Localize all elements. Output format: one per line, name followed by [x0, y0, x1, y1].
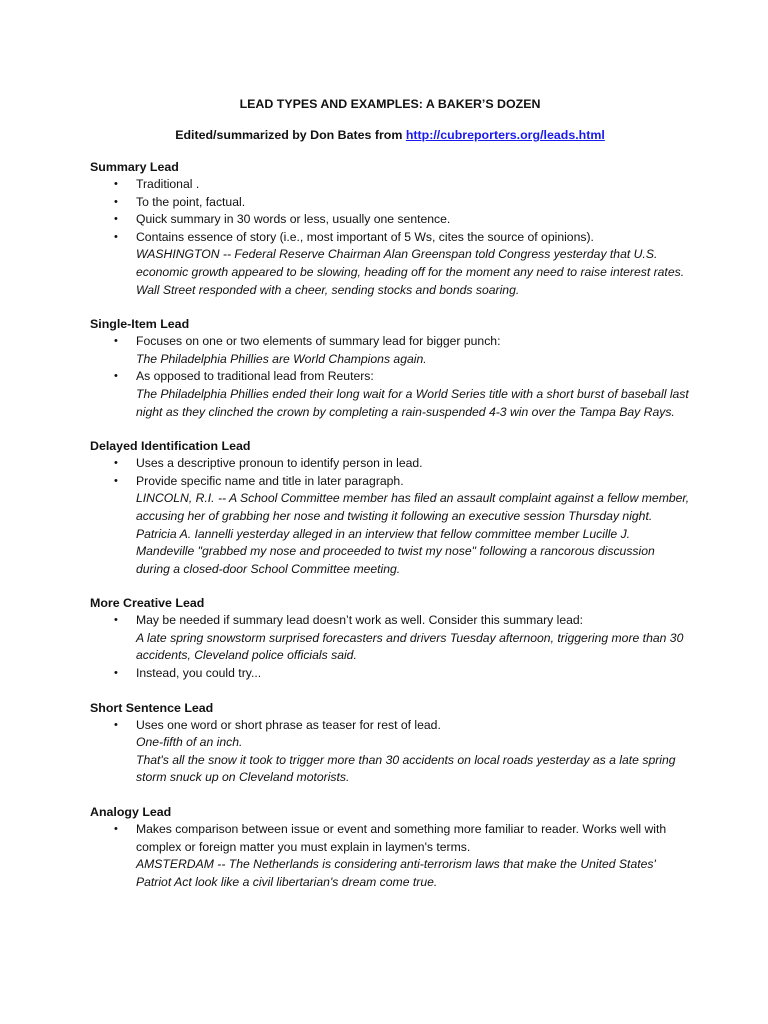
- bullet-list: [90, 455, 690, 578]
- list-item-text: Makes comparison between issue or event and something more familiar to reader. Works well with complex or foreign matter you must explain in laymen's terms.: [136, 822, 667, 854]
- list-item: [90, 211, 690, 229]
- section-heading: Single-Item Lead: [90, 317, 190, 332]
- example-text: The Philadelphia Phillies ended their long wait for a World Series title with a short burst of baseball last night as they clinched the crown by completing a rain-suspended 4-3 win over the Tampa Bay Rays.: [136, 386, 689, 419]
- example-text: Patricia A. Iannelli yesterday alleged in an interview that fellow committee member Lucille J. Mandeville "grabbed my nose and proceeded to twist my nose" following a rancorous discussion during a closed-door School Committee meeting.: [136, 526, 655, 576]
- list-item: [90, 333, 690, 368]
- section-heading: Summary Lead: [90, 160, 179, 174]
- list-item: [90, 821, 690, 891]
- bullet-icon: •: [114, 178, 118, 190]
- section-heading: Delayed Identification Lead: [90, 439, 251, 454]
- list-item: [90, 455, 690, 473]
- list-item-text: Traditional .: [136, 177, 200, 191]
- bullet-icon: •: [114, 457, 118, 470]
- list-item-text: Uses one word or short phrase as teaser for rest of lead.: [136, 717, 441, 732]
- list-item-text: To the point, factual.: [136, 194, 246, 209]
- list-item: [90, 194, 690, 212]
- list-item-text: Contains essence of story (i.e., most important of 5 Ws, cites the source of opinions).: [136, 229, 594, 244]
- list-item-text: Provide specific name and title in later paragraph.: [136, 473, 404, 488]
- bullet-icon: •: [114, 195, 118, 208]
- list-item: [90, 368, 690, 421]
- list-item-text: Quick summary in 30 words or less, usually one sentence.: [136, 212, 451, 227]
- bullet-list: [90, 333, 690, 421]
- example-text: LINCOLN, R.I. -- A School Committee member has filed an assault complaint against a fellow member, accusing her of grabbing her nose and twisting it following an executive session Thursday night.: [136, 491, 690, 523]
- example-text: WASHINGTON -- Federal Reserve Chairman Alan Greenspan told Congress yesterday that U.S. economic growth appeared to be slowing, heading off for the moment any need to raise interest rates. Wall Street responded with a cheer, sending stocks and bonds soaring.: [136, 247, 685, 297]
- list-item-text: Uses a descriptive pronoun to identify person in lead.: [136, 456, 423, 471]
- list-item: [90, 665, 690, 683]
- example-text: One-fifth of an inch.: [136, 735, 243, 750]
- bullet-list: [90, 821, 690, 891]
- section-heading: Short Sentence Lead: [90, 700, 214, 715]
- sections-container: [90, 158, 690, 891]
- bullet-icon: •: [114, 614, 118, 627]
- bullet-icon: •: [114, 370, 118, 383]
- bullet-icon: •: [114, 823, 118, 836]
- section-heading: Analogy Lead: [90, 805, 172, 820]
- bullet-list: [90, 612, 690, 682]
- list-item-text: Focuses on one or two elements of summary lead for bigger punch:: [136, 334, 501, 349]
- bullet-list: [90, 176, 690, 299]
- bullet-list: [90, 717, 690, 787]
- bullet-icon: •: [114, 718, 118, 731]
- list-item: [90, 176, 690, 194]
- bullet-icon: •: [114, 667, 118, 680]
- example-text: AMSTERDAM -- The Netherlands is considering anti-terrorism laws that make the United States' Patriot Act look like a civil libertarian's dream come true.: [136, 857, 656, 889]
- bullet-icon: •: [114, 230, 118, 243]
- list-item: [90, 229, 690, 299]
- section-heading: More Creative Lead: [90, 596, 205, 611]
- bullet-icon: •: [114, 213, 118, 226]
- list-item-text: Instead, you could try...: [136, 666, 262, 681]
- list-item-text: As opposed to traditional lead from Reuters:: [136, 369, 374, 384]
- list-item-text: May be needed if summary lead doesn’t work as well. Consider this summary lead:: [136, 613, 584, 628]
- source-link[interactable]: http://cubreporters.org/leads.html: [405, 128, 605, 142]
- subtitle-prefix: Edited/summarized by Don Bates from: [175, 128, 406, 142]
- document-page: [90, 97, 690, 907]
- list-item: [90, 717, 690, 787]
- example-text: The Philadelphia Phillies are World Champions again.: [136, 351, 427, 366]
- example-text: A late spring snowstorm surprised forecasters and drivers Tuesday afternoon, triggering more than 30 accidents, Cleveland police officials said.: [136, 630, 684, 663]
- bullet-icon: •: [114, 335, 118, 348]
- list-item: [90, 612, 690, 665]
- document-subtitle: [90, 128, 690, 142]
- list-item: [90, 473, 690, 579]
- document-title: LEAD TYPES AND EXAMPLES: A BAKER’S DOZEN: [239, 97, 541, 111]
- bullet-icon: •: [114, 474, 118, 487]
- example-text: That's all the snow it took to trigger more than 30 accidents on local roads yesterday as a late spring storm snuck up on Cleveland motorists.: [136, 752, 676, 785]
